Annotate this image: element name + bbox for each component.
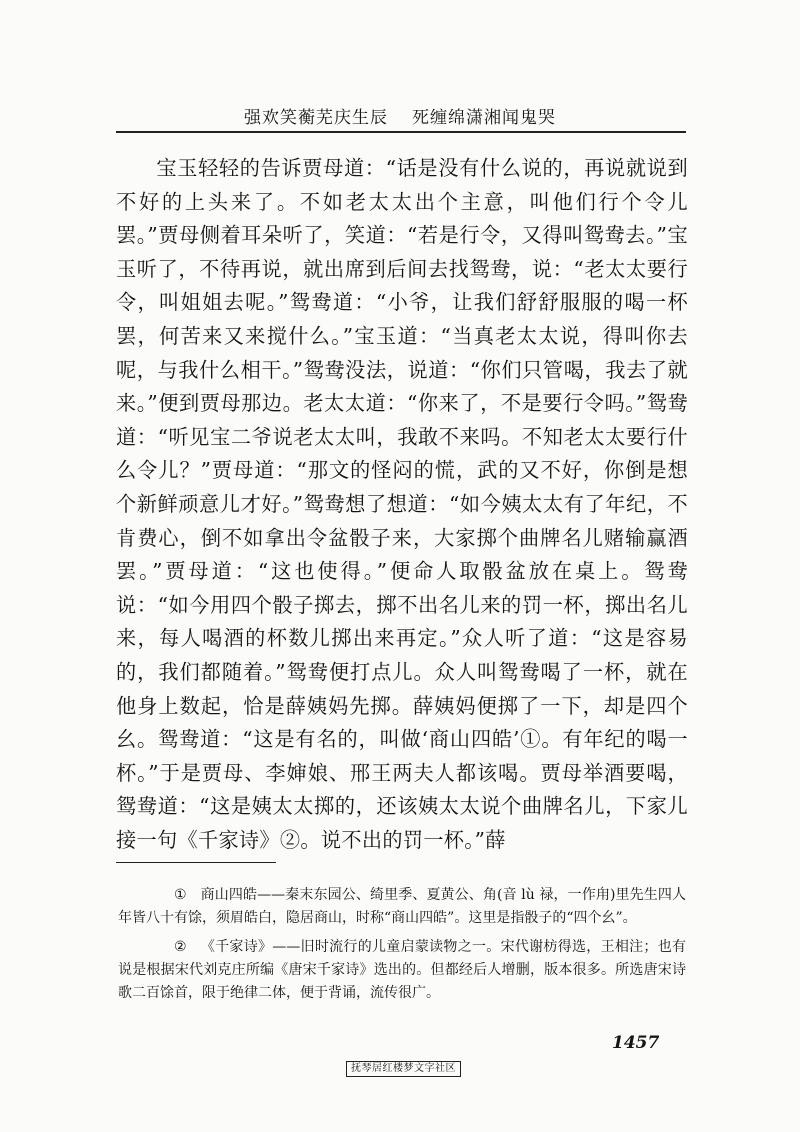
running-header (0, 103, 800, 128)
body-paragraph: 宝玉轻轻的告诉贾母道：“话是没有什么说的，再说就说到不好的上头来了。不如老太太出个主意，叫他们行个令儿罢。”贾母侧着耳朵听了，笑道：“若是行令，又得叫鸳鸯去。”宝玉听了，不待再说，就出席到后间去找鸳鸯，说：“老太太要行令，叫姐姐去呢。”鸳鸯道：“小爷，让我们舒舒服服的喝一杯罢，何苦来又来搅什么。”宝玉道：“当真老太太说，得叫你去呢，与我什么相干。”鸳鸯没法，说道：“你们只管喝，我去了就来。”便到贾母那边。老太太道：“你来了，不是要行令吗。”鸳鸯道：“听见宝二爷说老太太叫，我敢不来吗。不知老太太要行什么令儿？”贾母道：“那文的怪闷的慌，武的又不好，你倒是想个新鲜顽意儿才好。”鸳鸯想了想道：“如今姨太太有了年纪，不肯费心，倒不如拿出令盆骰子来，大家掷个曲牌名儿赌输赢酒罢。”贾母道：“这也使得。”便命人取骰盆放在桌上。鸳鸯说：“如今用四个骰子掷去，掷不出名儿来的罚一杯，掷出名儿来，每人喝酒的杯数儿掷出来再定。”众人听了道：“这是容易的，我们都随着。”鸳鸯便打点儿。众人叫鸳鸯喝了一杯，就在他身上数起，恰是薛姨妈先掷。薛姨妈便掷了一下，却是四个幺。鸳鸯道：“这是有名的，叫做‘商山四皓’①。有年纪的喝一杯。”于是贾母、李婶娘、邢王两夫人都该喝。贾母举酒要喝，鸳鸯道：“这是姨太太掷的，还该姨太太说个曲牌名儿，下家儿接一句《千家诗》②。说不出的罚一杯。”薛 (116, 156, 688, 852)
header-right-title: 死缠绵潇湘闻鬼哭 (412, 108, 556, 128)
main-text (116, 152, 688, 857)
header-rule (116, 131, 686, 133)
page-number: 1457 (612, 1033, 660, 1053)
header-left-title: 强欢笑蘅芜庆生辰 (244, 108, 388, 128)
footnote-2-marker: ② (174, 939, 187, 955)
footnote-1 (118, 884, 686, 930)
footnotes (118, 884, 686, 1011)
footnote-1-text: 商山四皓——秦末东园公、绮里季、夏黄公、角(音 lù 禄，一作甪)里先生四人年皆八十有馀，须眉皓白，隐居商山，时称“商山四皓”。这里是指骰子的“四个幺”。 (118, 887, 686, 926)
footnote-2-text: 《千家诗》——旧时流行的儿童启蒙读物之一。宋代谢枋得选，王相注；也有说是根据宋代刘克庄所编《唐宋千家诗》选出的。但都经后人增删，版本很多。所选唐宋诗歌二百馀首，限于绝律二体，便于背诵，流传很广。 (118, 939, 686, 1001)
watermark-stamp: 抚琴居红楼梦文字社区 (346, 1061, 461, 1077)
footnote-rule (116, 862, 276, 863)
footnote-2 (118, 936, 686, 1005)
footnote-1-marker: ① (174, 887, 187, 903)
